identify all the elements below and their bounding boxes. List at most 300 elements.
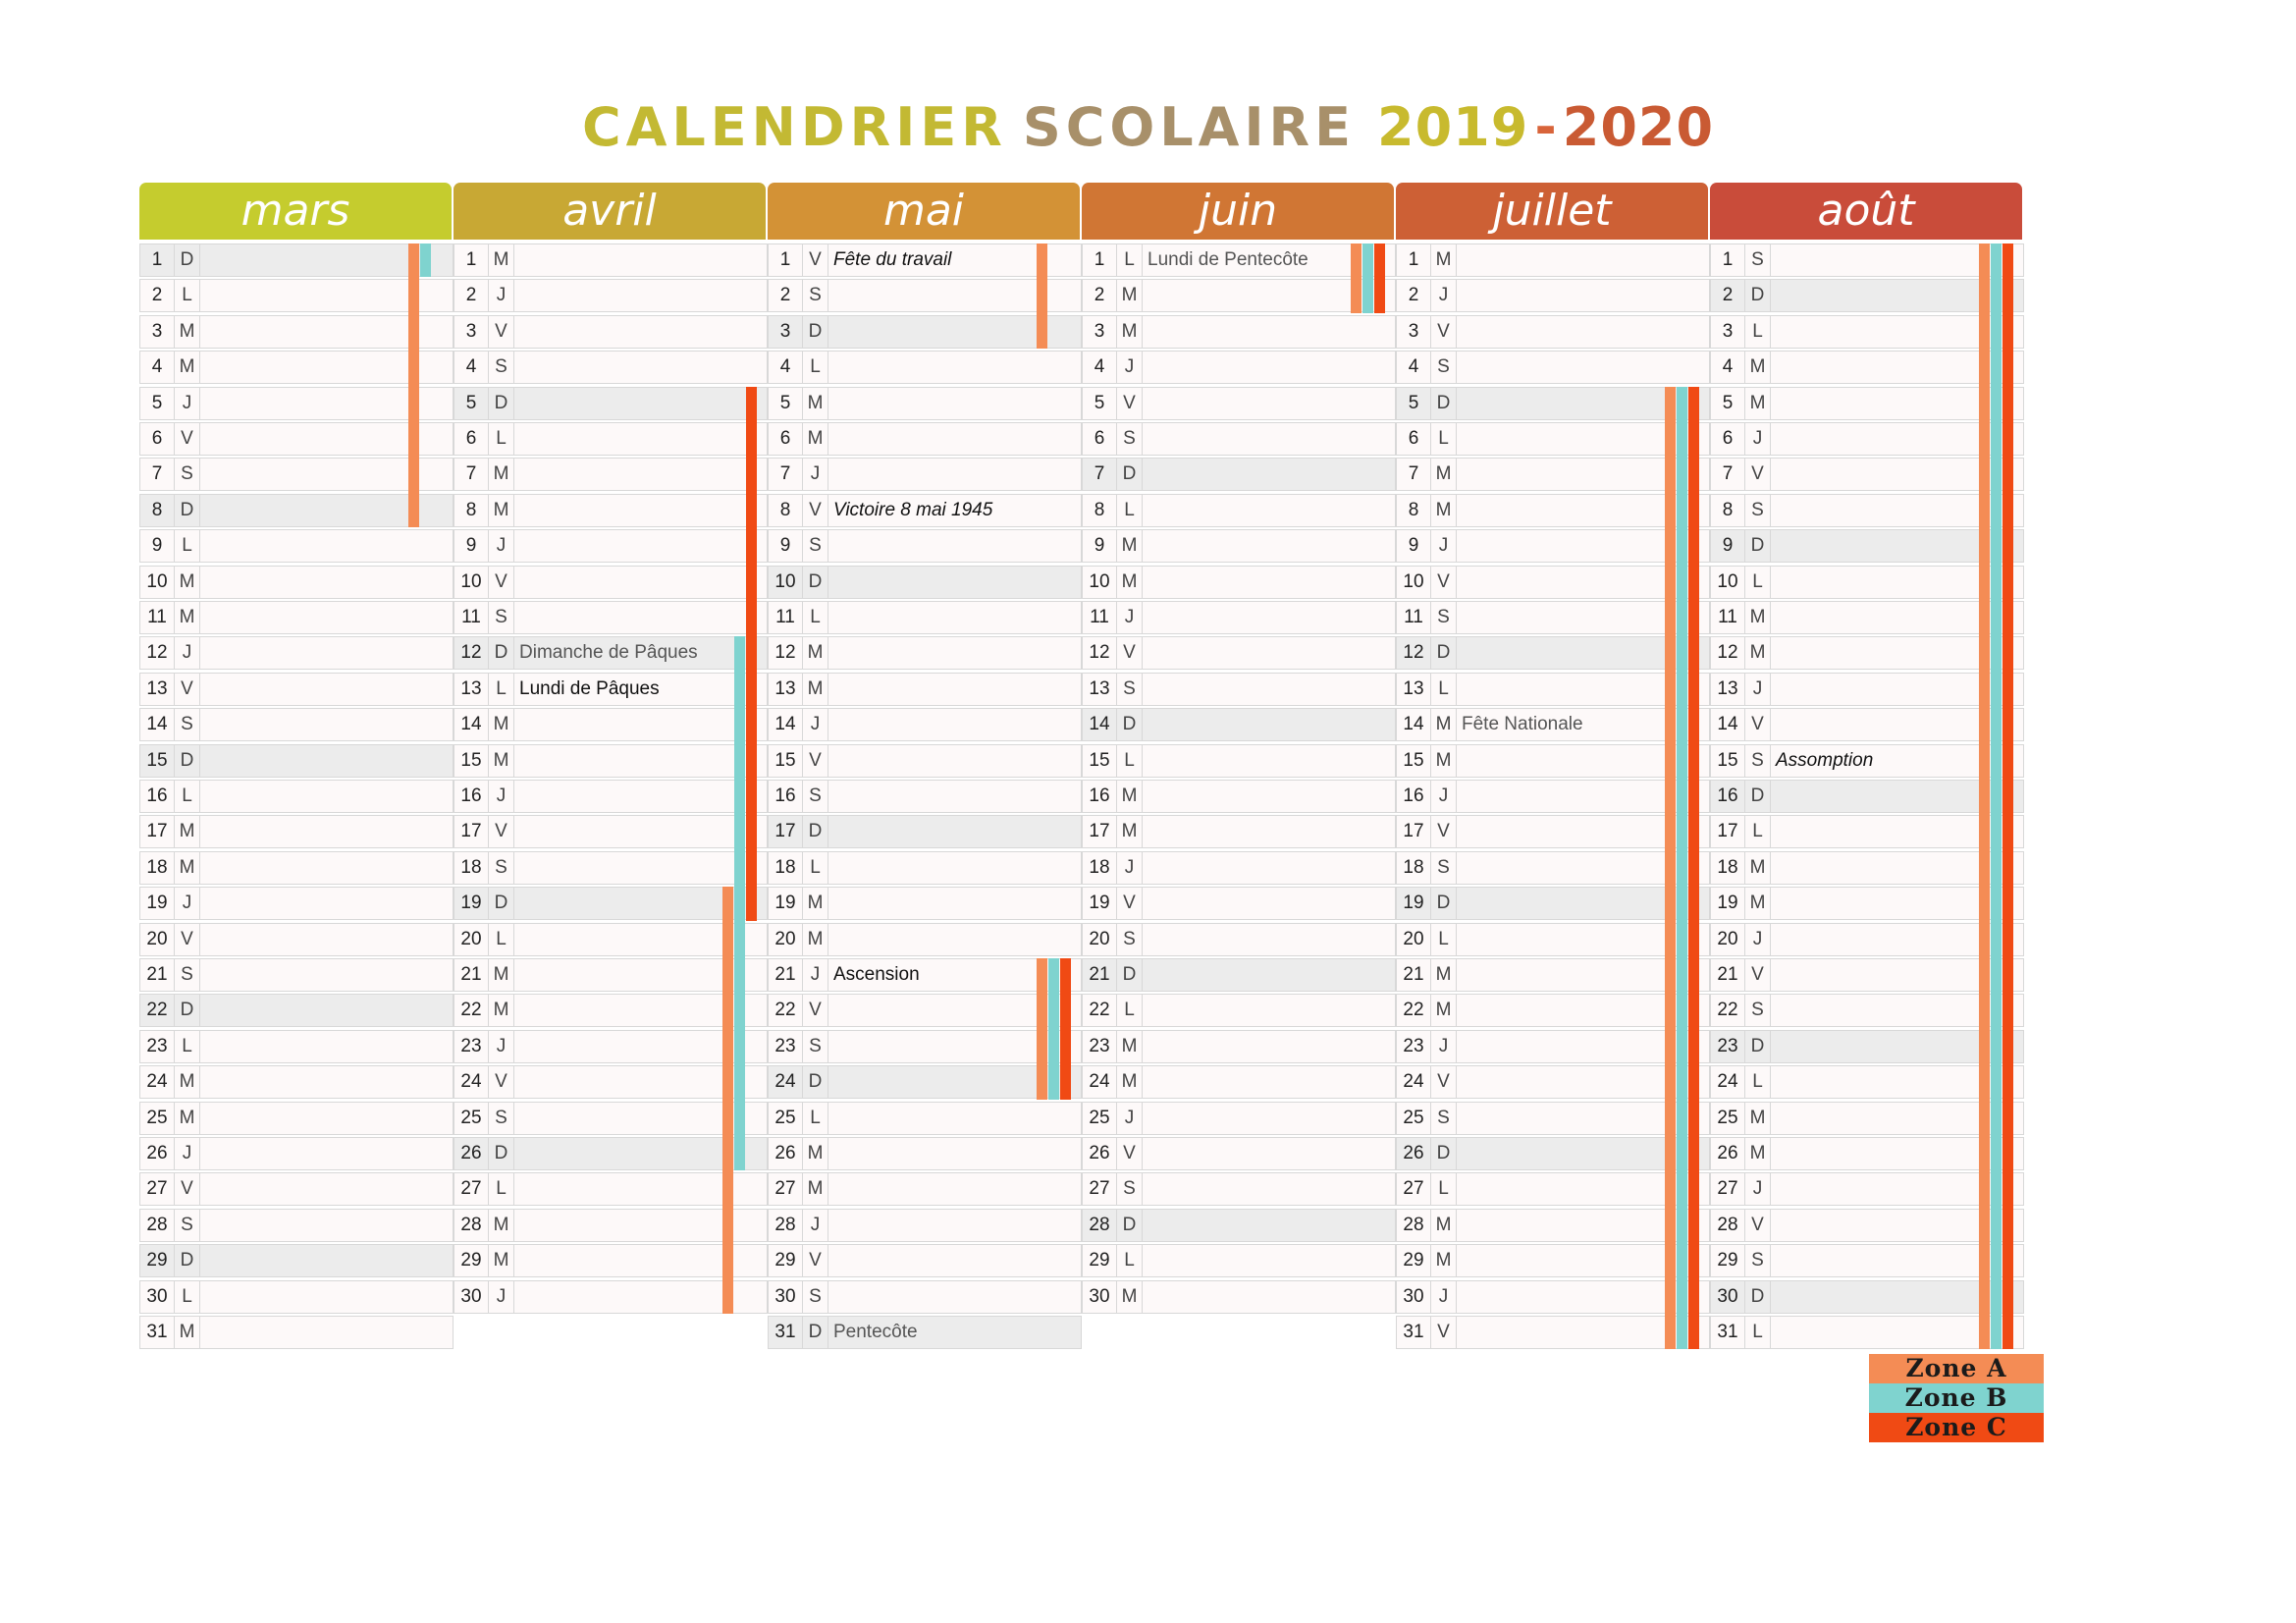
- day-number: 11: [769, 602, 803, 633]
- weekday-letter: J: [489, 1031, 514, 1062]
- day-number: 15: [140, 745, 175, 777]
- day-number: 6: [1083, 423, 1117, 455]
- day-number: 6: [1397, 423, 1431, 455]
- day-row: [1082, 1280, 1396, 1314]
- day-row: [1396, 994, 1710, 1027]
- vacation-bar-zone-a: [1037, 243, 1047, 349]
- day-row: [1082, 529, 1396, 563]
- vacation-bar-zone-a: [1351, 243, 1362, 313]
- weekday-letter: S: [1745, 745, 1771, 777]
- vacation-bar-zone-c: [1374, 243, 1385, 313]
- page-title: [0, 96, 2296, 158]
- weekday-letter: J: [1745, 924, 1771, 955]
- day-row: [139, 529, 454, 563]
- day-number: 6: [769, 423, 803, 455]
- day-number: 11: [1083, 602, 1117, 633]
- weekday-letter: D: [175, 1245, 200, 1276]
- vacation-bar-zone-c: [1688, 387, 1699, 1350]
- day-number: 30: [140, 1281, 175, 1313]
- weekday-letter: V: [803, 244, 828, 276]
- weekday-letter: M: [1745, 1103, 1771, 1134]
- weekday-letter: D: [175, 244, 200, 276]
- day-row: [1082, 636, 1396, 670]
- day-row: [768, 422, 1082, 456]
- day-row: [768, 1244, 1082, 1277]
- weekday-letter: M: [489, 495, 514, 526]
- weekday-letter: M: [1117, 316, 1143, 348]
- day-row: [454, 494, 768, 527]
- day-row: [1082, 1065, 1396, 1099]
- weekday-letter: S: [175, 1210, 200, 1241]
- day-row: [139, 923, 454, 956]
- day-number: 22: [1711, 995, 1745, 1026]
- day-number: 23: [1083, 1031, 1117, 1062]
- day-number: 19: [140, 888, 175, 919]
- weekday-letter: D: [1117, 459, 1143, 490]
- day-row: [1710, 1030, 2024, 1063]
- day-number: 7: [1397, 459, 1431, 490]
- day-row: [139, 958, 454, 992]
- vacation-bar-zone-a: [1037, 958, 1047, 1100]
- day-number: 22: [1083, 995, 1117, 1026]
- day-row: [1082, 279, 1396, 312]
- weekday-letter: J: [175, 388, 200, 419]
- day-number: 21: [769, 959, 803, 991]
- day-number: 10: [1711, 567, 1745, 598]
- weekday-letter: S: [803, 1281, 828, 1313]
- weekday-letter: L: [1431, 924, 1457, 955]
- day-row: [1082, 958, 1396, 992]
- weekday-letter: J: [489, 781, 514, 812]
- weekday-letter: S: [803, 280, 828, 311]
- day-number: 2: [1397, 280, 1431, 311]
- day-row: [768, 780, 1082, 813]
- day-row: [1710, 387, 2024, 420]
- day-row: [139, 994, 454, 1027]
- day-row: [454, 422, 768, 456]
- day-number: 20: [1083, 924, 1117, 955]
- weekday-letter: L: [175, 280, 200, 311]
- day-row: [768, 351, 1082, 384]
- weekday-letter: L: [1117, 495, 1143, 526]
- day-row: [768, 243, 1082, 277]
- month-header: juillet: [1396, 183, 1708, 240]
- weekday-letter: V: [1431, 567, 1457, 598]
- weekday-letter: J: [489, 530, 514, 562]
- day-number: 24: [1083, 1066, 1117, 1098]
- day-row: [1082, 744, 1396, 778]
- day-number: 9: [1711, 530, 1745, 562]
- day-number: 13: [454, 674, 489, 705]
- day-row: [454, 1102, 768, 1135]
- title-word-calendrier: CALENDRIER: [581, 96, 1007, 158]
- day-number: 20: [769, 924, 803, 955]
- weekday-letter: M: [1431, 709, 1457, 740]
- day-number: 4: [1083, 352, 1117, 383]
- weekday-letter: J: [803, 709, 828, 740]
- weekday-letter: L: [1431, 1173, 1457, 1205]
- weekday-letter: M: [175, 567, 200, 598]
- day-number: 11: [1397, 602, 1431, 633]
- day-number: 20: [454, 924, 489, 955]
- day-number: 26: [454, 1138, 489, 1169]
- weekday-letter: J: [1117, 852, 1143, 884]
- day-row: [454, 1065, 768, 1099]
- day-row: [1710, 1280, 2024, 1314]
- day-row: [1710, 279, 2024, 312]
- weekday-letter: V: [175, 924, 200, 955]
- weekday-letter: M: [175, 602, 200, 633]
- day-row: [1396, 1172, 1710, 1206]
- day-number: 17: [1711, 816, 1745, 847]
- day-number: 19: [1083, 888, 1117, 919]
- weekday-letter: L: [489, 423, 514, 455]
- weekday-letter: V: [1431, 1066, 1457, 1098]
- day-number: 30: [769, 1281, 803, 1313]
- day-number: 29: [1083, 1245, 1117, 1276]
- day-number: 27: [1397, 1173, 1431, 1205]
- day-row: [768, 494, 1082, 527]
- day-number: 12: [454, 637, 489, 669]
- day-row: [1082, 315, 1396, 349]
- weekday-letter: J: [1431, 280, 1457, 311]
- month-header: avril: [454, 183, 766, 240]
- day-row: [768, 1102, 1082, 1135]
- day-number: 21: [1397, 959, 1431, 991]
- day-number: 17: [140, 816, 175, 847]
- day-row: [1710, 1244, 2024, 1277]
- day-number: 15: [769, 745, 803, 777]
- weekday-letter: L: [175, 530, 200, 562]
- day-number: 18: [1083, 852, 1117, 884]
- day-number: 24: [454, 1066, 489, 1098]
- day-number: 25: [1397, 1103, 1431, 1134]
- day-row: [1710, 1172, 2024, 1206]
- day-row: [1396, 815, 1710, 848]
- day-row: [454, 958, 768, 992]
- weekday-letter: L: [175, 1031, 200, 1062]
- weekday-letter: V: [489, 1066, 514, 1098]
- weekday-letter: S: [1117, 674, 1143, 705]
- weekday-letter: L: [1745, 316, 1771, 348]
- weekday-letter: J: [1117, 1103, 1143, 1134]
- weekday-letter: M: [1431, 244, 1457, 276]
- weekday-letter: M: [1117, 567, 1143, 598]
- weekday-letter: V: [175, 423, 200, 455]
- day-row: [454, 458, 768, 491]
- day-row: [1082, 708, 1396, 741]
- day-number: 31: [140, 1317, 175, 1348]
- day-number: 3: [769, 316, 803, 348]
- day-number: 24: [1397, 1066, 1431, 1098]
- weekday-letter: L: [1431, 423, 1457, 455]
- weekday-letter: S: [1117, 1173, 1143, 1205]
- day-row: [1396, 887, 1710, 920]
- day-number: 16: [454, 781, 489, 812]
- weekday-letter: S: [175, 709, 200, 740]
- weekday-letter: D: [803, 816, 828, 847]
- day-row: [1396, 708, 1710, 741]
- day-number: 30: [454, 1281, 489, 1313]
- day-row: [139, 636, 454, 670]
- weekday-letter: L: [803, 352, 828, 383]
- day-row: [1710, 422, 2024, 456]
- weekday-letter: D: [1745, 1281, 1771, 1313]
- weekday-letter: M: [1117, 280, 1143, 311]
- day-row: [139, 387, 454, 420]
- month-header: mai: [768, 183, 1080, 240]
- day-row: [139, 1244, 454, 1277]
- weekday-letter: L: [1431, 674, 1457, 705]
- weekday-letter: S: [1117, 924, 1143, 955]
- day-number: 7: [1711, 459, 1745, 490]
- day-row: [1396, 387, 1710, 420]
- weekday-letter: V: [803, 995, 828, 1026]
- weekday-letter: D: [175, 495, 200, 526]
- day-number: 31: [769, 1317, 803, 1348]
- day-row: [1082, 923, 1396, 956]
- day-number: 14: [454, 709, 489, 740]
- day-row: [768, 315, 1082, 349]
- day-row: [1082, 1102, 1396, 1135]
- weekday-letter: M: [1431, 495, 1457, 526]
- day-row: [768, 673, 1082, 706]
- day-row: [454, 1172, 768, 1206]
- weekday-letter: V: [1745, 959, 1771, 991]
- day-row: [1396, 1209, 1710, 1242]
- day-number: 13: [769, 674, 803, 705]
- day-number: 5: [140, 388, 175, 419]
- day-number: 17: [1083, 816, 1117, 847]
- day-number: 3: [1711, 316, 1745, 348]
- vacation-bar-zone-b: [734, 636, 745, 1170]
- day-number: 24: [140, 1066, 175, 1098]
- day-number: 15: [454, 745, 489, 777]
- day-row: [1396, 243, 1710, 277]
- day-number: 18: [769, 852, 803, 884]
- day-row: [1082, 422, 1396, 456]
- day-number: 23: [140, 1031, 175, 1062]
- day-row: [768, 387, 1082, 420]
- day-row: [1396, 673, 1710, 706]
- day-number: 5: [769, 388, 803, 419]
- day-row: [1710, 1102, 2024, 1135]
- day-row: [139, 494, 454, 527]
- day-number: 16: [1397, 781, 1431, 812]
- day-number: 28: [769, 1210, 803, 1241]
- day-number: 14: [140, 709, 175, 740]
- day-row: [139, 566, 454, 599]
- day-row: [1710, 351, 2024, 384]
- day-row: [1082, 994, 1396, 1027]
- day-row: [1396, 1316, 1710, 1349]
- day-number: 7: [769, 459, 803, 490]
- day-number: 27: [769, 1173, 803, 1205]
- day-row: [1082, 780, 1396, 813]
- vacation-bar-zone-a: [1665, 387, 1676, 1350]
- day-number: 2: [454, 280, 489, 311]
- day-row: [139, 422, 454, 456]
- day-row: [1710, 529, 2024, 563]
- day-number: 11: [1711, 602, 1745, 633]
- day-row: [454, 673, 768, 706]
- weekday-letter: J: [1117, 602, 1143, 633]
- weekday-letter: L: [175, 1281, 200, 1313]
- day-number: 27: [140, 1173, 175, 1205]
- title-year-start: 2019: [1377, 96, 1529, 158]
- weekday-letter: L: [1117, 745, 1143, 777]
- day-row: [1082, 1137, 1396, 1170]
- weekday-letter: S: [1431, 1103, 1457, 1134]
- title-dash: -: [1534, 96, 1557, 158]
- day-row: [454, 566, 768, 599]
- weekday-letter: M: [803, 1138, 828, 1169]
- weekday-letter: L: [1117, 244, 1143, 276]
- weekday-letter: M: [489, 959, 514, 991]
- day-row: [1082, 1209, 1396, 1242]
- day-row: [1710, 673, 2024, 706]
- day-number: 7: [454, 459, 489, 490]
- day-number: 7: [1083, 459, 1117, 490]
- weekday-letter: V: [1745, 459, 1771, 490]
- weekday-letter: V: [175, 1173, 200, 1205]
- weekday-letter: L: [803, 602, 828, 633]
- day-row: [768, 1030, 1082, 1063]
- weekday-letter: V: [1431, 1317, 1457, 1348]
- weekday-letter: J: [1431, 781, 1457, 812]
- day-row: [1396, 351, 1710, 384]
- weekday-letter: V: [803, 745, 828, 777]
- day-number: 24: [769, 1066, 803, 1098]
- day-number: 9: [1397, 530, 1431, 562]
- day-row: [454, 387, 768, 420]
- weekday-letter: D: [1745, 280, 1771, 311]
- weekday-letter: D: [1431, 888, 1457, 919]
- day-row: [139, 279, 454, 312]
- weekday-letter: D: [489, 388, 514, 419]
- day-row: [1710, 851, 2024, 885]
- day-row: [1082, 351, 1396, 384]
- day-row: [1396, 1102, 1710, 1135]
- day-number: 22: [454, 995, 489, 1026]
- day-row: [454, 636, 768, 670]
- day-number: 14: [1083, 709, 1117, 740]
- day-number: 17: [769, 816, 803, 847]
- day-row: [1082, 673, 1396, 706]
- day-number: 14: [1711, 709, 1745, 740]
- day-row: [768, 1065, 1082, 1099]
- day-number: 9: [769, 530, 803, 562]
- weekday-letter: V: [1117, 888, 1143, 919]
- day-number: 23: [1711, 1031, 1745, 1062]
- day-row: [768, 744, 1082, 778]
- day-row: [139, 1280, 454, 1314]
- day-row: [139, 601, 454, 634]
- day-row: [768, 1316, 1082, 1349]
- weekday-letter: S: [489, 602, 514, 633]
- weekday-letter: M: [1745, 388, 1771, 419]
- day-number: 23: [769, 1031, 803, 1062]
- day-number: 22: [140, 995, 175, 1026]
- day-number: 6: [1711, 423, 1745, 455]
- day-row: [1710, 1137, 2024, 1170]
- day-number: 20: [140, 924, 175, 955]
- weekday-letter: J: [1117, 352, 1143, 383]
- day-number: 30: [1397, 1281, 1431, 1313]
- day-row: [768, 994, 1082, 1027]
- weekday-letter: D: [803, 1066, 828, 1098]
- day-row: [139, 1137, 454, 1170]
- day-number: 1: [1083, 244, 1117, 276]
- day-number: 31: [1711, 1317, 1745, 1348]
- day-number: 25: [1711, 1103, 1745, 1134]
- weekday-letter: M: [1431, 959, 1457, 991]
- day-number: 30: [1083, 1281, 1117, 1313]
- weekday-letter: V: [1745, 1210, 1771, 1241]
- weekday-letter: M: [1745, 1138, 1771, 1169]
- day-number: 28: [1711, 1210, 1745, 1241]
- vacation-bar-zone-c: [2002, 243, 2013, 1349]
- day-number: 13: [140, 674, 175, 705]
- day-number: 17: [1397, 816, 1431, 847]
- day-number: 29: [1397, 1245, 1431, 1276]
- day-row: [1710, 1316, 2024, 1349]
- month-header: juin: [1082, 183, 1394, 240]
- day-number: 10: [140, 567, 175, 598]
- day-row: [1710, 923, 2024, 956]
- weekday-letter: M: [1117, 1031, 1143, 1062]
- weekday-letter: D: [489, 637, 514, 669]
- day-number: 3: [1083, 316, 1117, 348]
- day-number: 21: [1711, 959, 1745, 991]
- weekday-letter: L: [1745, 1066, 1771, 1098]
- day-number: 16: [769, 781, 803, 812]
- day-row: [454, 994, 768, 1027]
- weekday-letter: M: [1117, 816, 1143, 847]
- day-row: [1710, 1065, 2024, 1099]
- day-number: 8: [140, 495, 175, 526]
- day-number: 26: [1083, 1138, 1117, 1169]
- day-row: [1396, 744, 1710, 778]
- day-row: [454, 815, 768, 848]
- weekday-letter: M: [1431, 995, 1457, 1026]
- day-number: 13: [1711, 674, 1745, 705]
- day-number: 12: [769, 637, 803, 669]
- weekday-letter: S: [1431, 352, 1457, 383]
- month-header: mars: [139, 183, 452, 240]
- weekday-letter: D: [803, 316, 828, 348]
- weekday-letter: J: [1745, 674, 1771, 705]
- weekday-letter: M: [1431, 1245, 1457, 1276]
- day-row: [768, 566, 1082, 599]
- day-row: [768, 636, 1082, 670]
- day-number: 10: [1397, 567, 1431, 598]
- day-number: 28: [454, 1210, 489, 1241]
- day-row: [1396, 458, 1710, 491]
- day-row: [454, 243, 768, 277]
- weekday-letter: S: [803, 781, 828, 812]
- day-row: [454, 887, 768, 920]
- weekday-letter: V: [1117, 1138, 1143, 1169]
- weekday-letter: M: [1117, 1281, 1143, 1313]
- weekday-letter: M: [175, 1317, 200, 1348]
- day-row: [768, 1280, 1082, 1314]
- day-number: 3: [454, 316, 489, 348]
- weekday-letter: D: [1745, 1031, 1771, 1062]
- day-row: [768, 529, 1082, 563]
- weekday-letter: V: [489, 316, 514, 348]
- weekday-letter: J: [489, 280, 514, 311]
